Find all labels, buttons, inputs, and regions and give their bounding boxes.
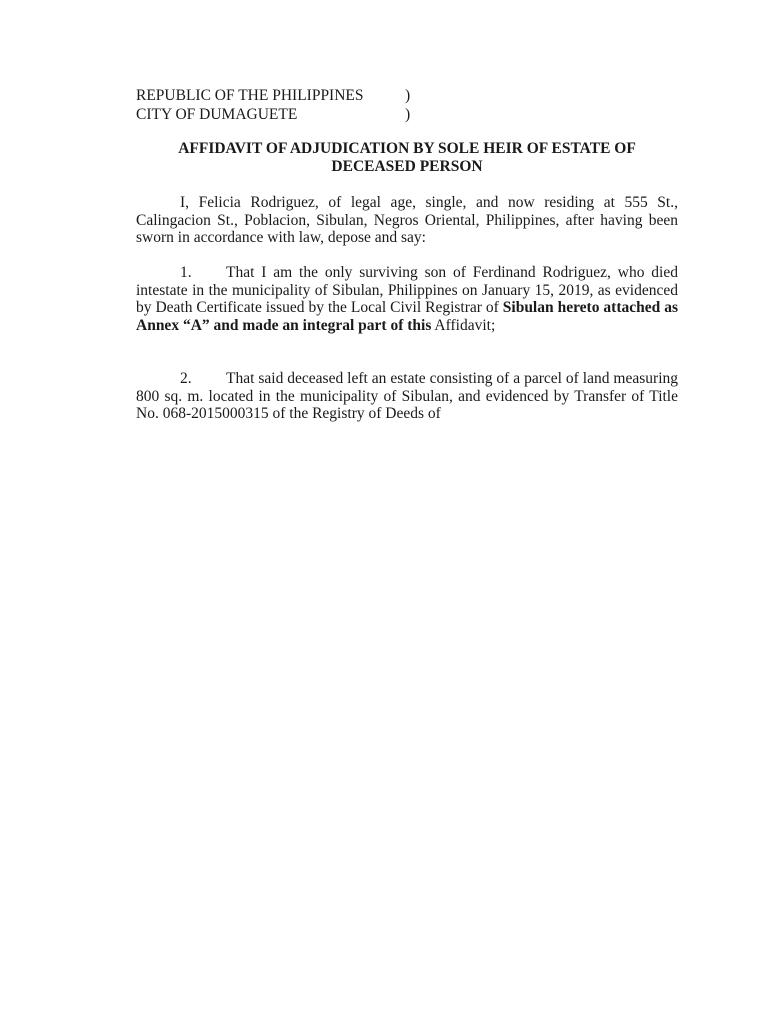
venue-city-paren: ) — [405, 106, 411, 123]
paragraph-1-bold-text: Sibulan hereto attached as Annex “A” and made an integral part of this — [136, 299, 678, 334]
venue-republic-text: REPUBLIC OF THE PHILIPPINES — [136, 87, 364, 104]
intro-text: I, Felicia Rodriguez, of legal age, single, and now residing at 555 St., Calingacion St., Poblacion, Sibulan, Negros Oriental, Philippines, after having been sworn in accordance with law, depose and say: — [136, 194, 678, 246]
paragraph-1-number: 1. — [180, 264, 192, 281]
venue-block — [136, 86, 411, 124]
paragraph-2 — [136, 370, 678, 423]
paragraph-2-text: That said deceased left an estate consisting of a parcel of land measuring 800 sq. m. located in the municipality of Sibulan, and evidenced by Transfer of Title No. 068-2015000315 of the Registry of Deeds of — [136, 370, 678, 422]
paragraph-2-number: 2. — [180, 370, 192, 387]
document-title: AFFIDAVIT OF ADJUDICATION BY SOLE HEIR OF ESTATE OF DECEASED PERSON — [178, 140, 636, 175]
venue-line-city — [136, 105, 411, 124]
venue-city-text: CITY OF DUMAGUETE — [136, 106, 298, 123]
paragraph-1-tail-text: Affidavit; — [434, 316, 496, 334]
paragraph-1 — [136, 264, 678, 334]
venue-line-republic — [136, 86, 411, 105]
intro-paragraph — [136, 194, 678, 247]
venue-republic-paren: ) — [405, 87, 411, 104]
paragraph-1-text: That I am the only surviving son of Ferdinand Rodriguez, who died intestate in the municipality of Sibulan, Philippines on January 15, 2019, as evidenced by Death Certificate issued by the Local Civil Registrar of — [136, 264, 678, 316]
